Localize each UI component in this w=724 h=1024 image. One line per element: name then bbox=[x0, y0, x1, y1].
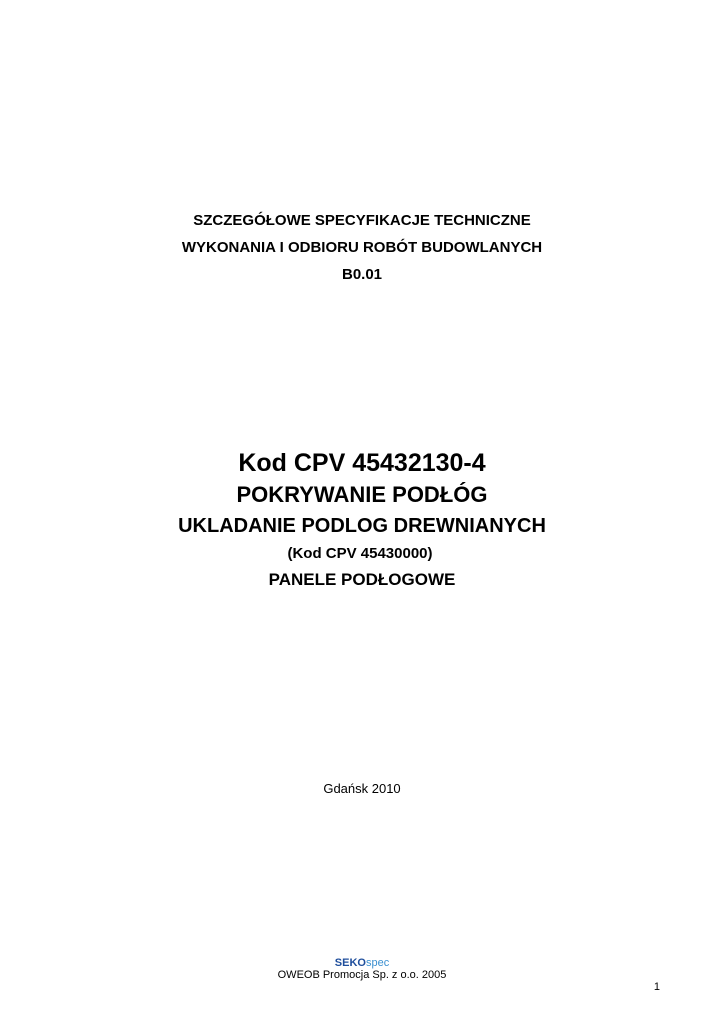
logo-text-spec: spec bbox=[365, 957, 390, 969]
page-number: 1 bbox=[653, 981, 660, 993]
sub-cpv-code: (Kod CPV 45430000) bbox=[287, 545, 433, 562]
logo-text-seko: SEKO bbox=[334, 957, 366, 969]
cpv-code-title: Kod CPV 45432130-4 bbox=[238, 449, 486, 477]
subtitle-panels: PANELE PODŁOGOWE bbox=[268, 570, 456, 589]
subtitle: UKLADANIE PODLOG DREWNIANYCH bbox=[178, 515, 546, 537]
spec-header-code: B0.01 bbox=[341, 266, 383, 283]
spec-header-line-1: SZCZEGÓŁOWE SPECYFIKACJE TECHNICZNE bbox=[193, 212, 531, 229]
footer-company: OWEOB Promocja Sp. z o.o. 2005 bbox=[277, 969, 447, 981]
main-title: POKRYWANIE PODŁÓG bbox=[236, 482, 488, 507]
place-and-date: Gdańsk 2010 bbox=[323, 781, 401, 796]
spec-header-line-2: WYKONANIA I ODBIORU ROBÓT BUDOWLANYCH bbox=[181, 239, 543, 256]
